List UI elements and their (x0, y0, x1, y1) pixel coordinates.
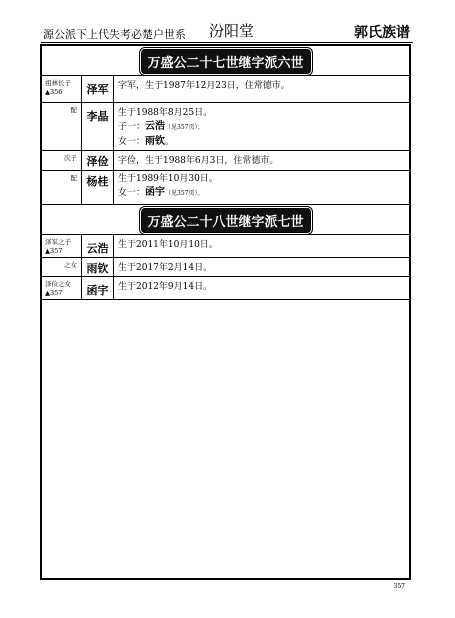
person-bio: 字军，生于1987年12月23日，住常德市。 (118, 81, 290, 91)
person-name: 泽军 (82, 76, 114, 102)
relation-note: 泽军之子 ▲357 (42, 235, 82, 257)
person-bio: 生于2012年9月14日。 (118, 282, 213, 292)
person-name: 雨钦 (82, 258, 114, 276)
header-book-title: 郭氏族谱 (354, 25, 410, 41)
person-bio: 生于2017年2月14日。 (118, 263, 213, 273)
generation-27-title: 万盛公二十七世继字派六世 (141, 50, 309, 73)
relation-note: 泽俭之女 ▲357 (42, 277, 82, 299)
genealogy-table (40, 44, 411, 580)
table-row (42, 76, 409, 103)
person-bio: 生于1988年8月25日。 子一：云浩（见357页）； 女一：雨钦。 (114, 103, 409, 150)
relation-note: 配 (42, 103, 82, 150)
table-row (42, 103, 409, 151)
header-hall-name: 汾阳堂 (209, 22, 255, 40)
table-row (42, 151, 409, 171)
generation-28-title: 万盛公二十八世继字派七世 (141, 209, 309, 232)
child-line: 子一：云浩（见357页）； (118, 121, 204, 132)
child-line: 女一：函宇（见357页）。 (118, 187, 204, 198)
table-row (42, 171, 409, 205)
table-row (42, 277, 409, 300)
generation-27-heading (42, 46, 409, 76)
person-name: 函宇 (82, 277, 114, 299)
person-name: 泽俭 (82, 151, 114, 170)
page-header (0, 0, 455, 44)
table-row (42, 235, 409, 258)
child-line: 女一：雨钦。 (118, 136, 175, 147)
page-number: 357 (393, 583, 405, 590)
person-bio: 生于1989年10月30日。 女一：函宇（见357页）。 (114, 171, 409, 204)
relation-note: 之女 (42, 258, 82, 276)
generation-28-heading (42, 205, 409, 235)
person-name: 杨桂 (82, 171, 114, 204)
relation-note: 祖林长子 ▲356 (42, 76, 82, 102)
header-rule (41, 42, 413, 43)
table-row (42, 258, 409, 277)
header-lineage: 源公派下上代失考必楚户世系 (43, 28, 186, 41)
person-bio: 字俭，生于1988年6月3日，住常德市。 (118, 156, 279, 166)
person-name: 李晶 (82, 103, 114, 150)
relation-note: 次子 (42, 151, 82, 170)
person-bio: 生于2011年10月10日。 (118, 240, 218, 250)
relation-note: 配 (42, 171, 82, 204)
person-name: 云浩 (82, 235, 114, 257)
